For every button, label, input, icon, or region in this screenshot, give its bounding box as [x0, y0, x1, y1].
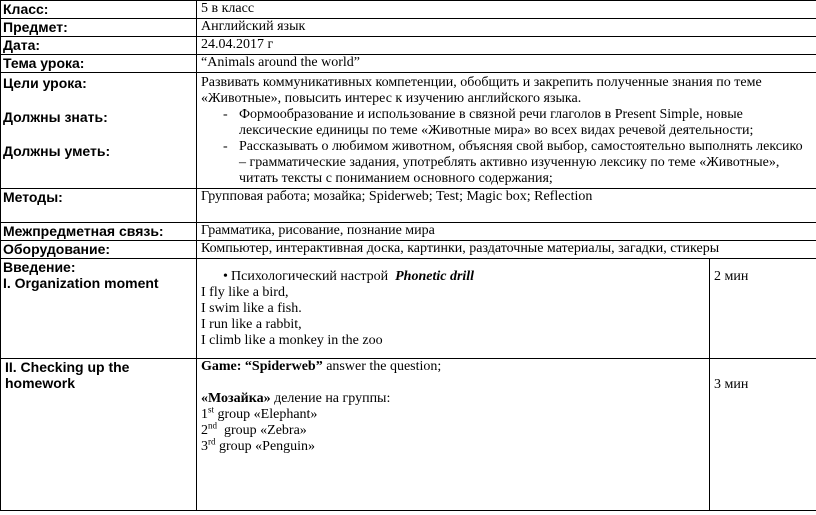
row-intro-stage	[1, 259, 816, 359]
group-name: group «Penguin»	[215, 439, 316, 454]
interdisciplinary-value: Грамматика, рисование, познание мира	[197, 223, 816, 241]
rhyme-line: I fly like a bird,	[201, 285, 289, 300]
goals-list	[201, 107, 812, 187]
group-line	[201, 420, 705, 439]
subject-value: Английский язык	[197, 19, 816, 37]
group-suffix: nd	[208, 420, 217, 431]
intro-bullet-list	[201, 269, 705, 285]
class-label: Класс:	[1, 1, 197, 19]
class-value: 5 в класс	[197, 1, 816, 19]
row-interdisciplinary	[1, 223, 816, 241]
group-line	[201, 404, 705, 423]
group-number: 3	[201, 439, 208, 454]
organization-moment-label: I. Organization moment	[3, 275, 159, 291]
phonetic-drill-text: Phonetic drill	[395, 269, 475, 284]
group-suffix: rd	[208, 436, 216, 447]
group-number: 2	[201, 423, 208, 438]
row-date	[1, 37, 816, 55]
goals-item-able: - Рассказывать о любимом животном, объясняя свой выбор, самостоятельно выполнять лексико – грамматические задания, употреблять активно изученную лексику по теме «Животные», читать тексты с пониманием основного содержания;	[201, 139, 812, 187]
intro-bullet-item	[201, 269, 705, 285]
subject-label: Предмет:	[1, 19, 197, 37]
able-label: Должны уметь:	[3, 143, 111, 159]
row-subject	[1, 19, 816, 37]
intro-stage-labels	[1, 259, 197, 359]
topic-label: Тема урока:	[1, 55, 197, 73]
methods-label: Методы:	[1, 189, 197, 223]
rhyme-line: I climb like a monkey in the zoo	[201, 333, 383, 348]
goals-content	[197, 73, 816, 189]
date-value: 24.04.2017 г	[197, 37, 816, 55]
rhyme-line: I swim like a fish.	[201, 301, 302, 316]
row-homework	[1, 359, 816, 511]
equipment-value: Компьютер, интерактивная доска, картинки, раздаточные материалы, загадки, стикеры	[197, 241, 816, 259]
group-name: group «Zebra»	[217, 423, 307, 438]
homework-time: 3 мин	[710, 359, 816, 511]
psych-mood-text: Психологический настрой	[231, 269, 389, 284]
game-title: Game: “Spiderweb”	[201, 359, 323, 374]
homework-label: II. Checking up the homework	[1, 359, 197, 511]
game-desc: answer the question;	[322, 359, 442, 374]
row-methods	[1, 189, 816, 223]
group-name: group «Elephant»	[214, 407, 318, 422]
topic-value: “Animals around the world”	[197, 55, 816, 73]
row-class	[1, 1, 816, 19]
group-number: 1	[201, 407, 208, 422]
intro-label: Введение:	[3, 259, 76, 275]
methods-value: Групповая работа; мозайка; Spiderweb; Test; Magic box; Reflection	[197, 189, 816, 223]
goals-intro: Развивать коммуникативных компетенции, обобщить и закрепить полученные знания по теме «Животные», повысить интерес к изучению английского языка.	[201, 75, 762, 106]
intro-stage-content	[197, 259, 710, 359]
group-line	[201, 436, 705, 455]
row-topic	[1, 55, 816, 73]
goals-label: Цели урока:	[3, 75, 87, 91]
row-goals	[1, 73, 816, 189]
rhyme-line: I run like a rabbit,	[201, 317, 302, 332]
date-label: Дата:	[1, 37, 197, 55]
know-label: Должны знать:	[3, 109, 108, 125]
mosaic-desc: деление на группы:	[270, 391, 391, 406]
mosaic-title: «Мозайка»	[201, 391, 271, 406]
intro-stage-time: 2 мин	[710, 259, 816, 359]
interdisciplinary-label: Межпредметная связь:	[1, 223, 197, 241]
goals-labels	[1, 73, 197, 189]
row-equipment	[1, 241, 816, 259]
group-suffix: st	[208, 404, 215, 415]
goals-item-know: - Формообразование и использование в связной речи глаголов в Present Simple, новые лексические единицы по теме «Животные мира» во всех видах речевой деятельности;	[201, 107, 812, 139]
equipment-label: Оборудование:	[1, 241, 197, 259]
homework-content	[197, 359, 710, 511]
game-line	[201, 359, 705, 375]
mosaic-line	[201, 391, 705, 407]
